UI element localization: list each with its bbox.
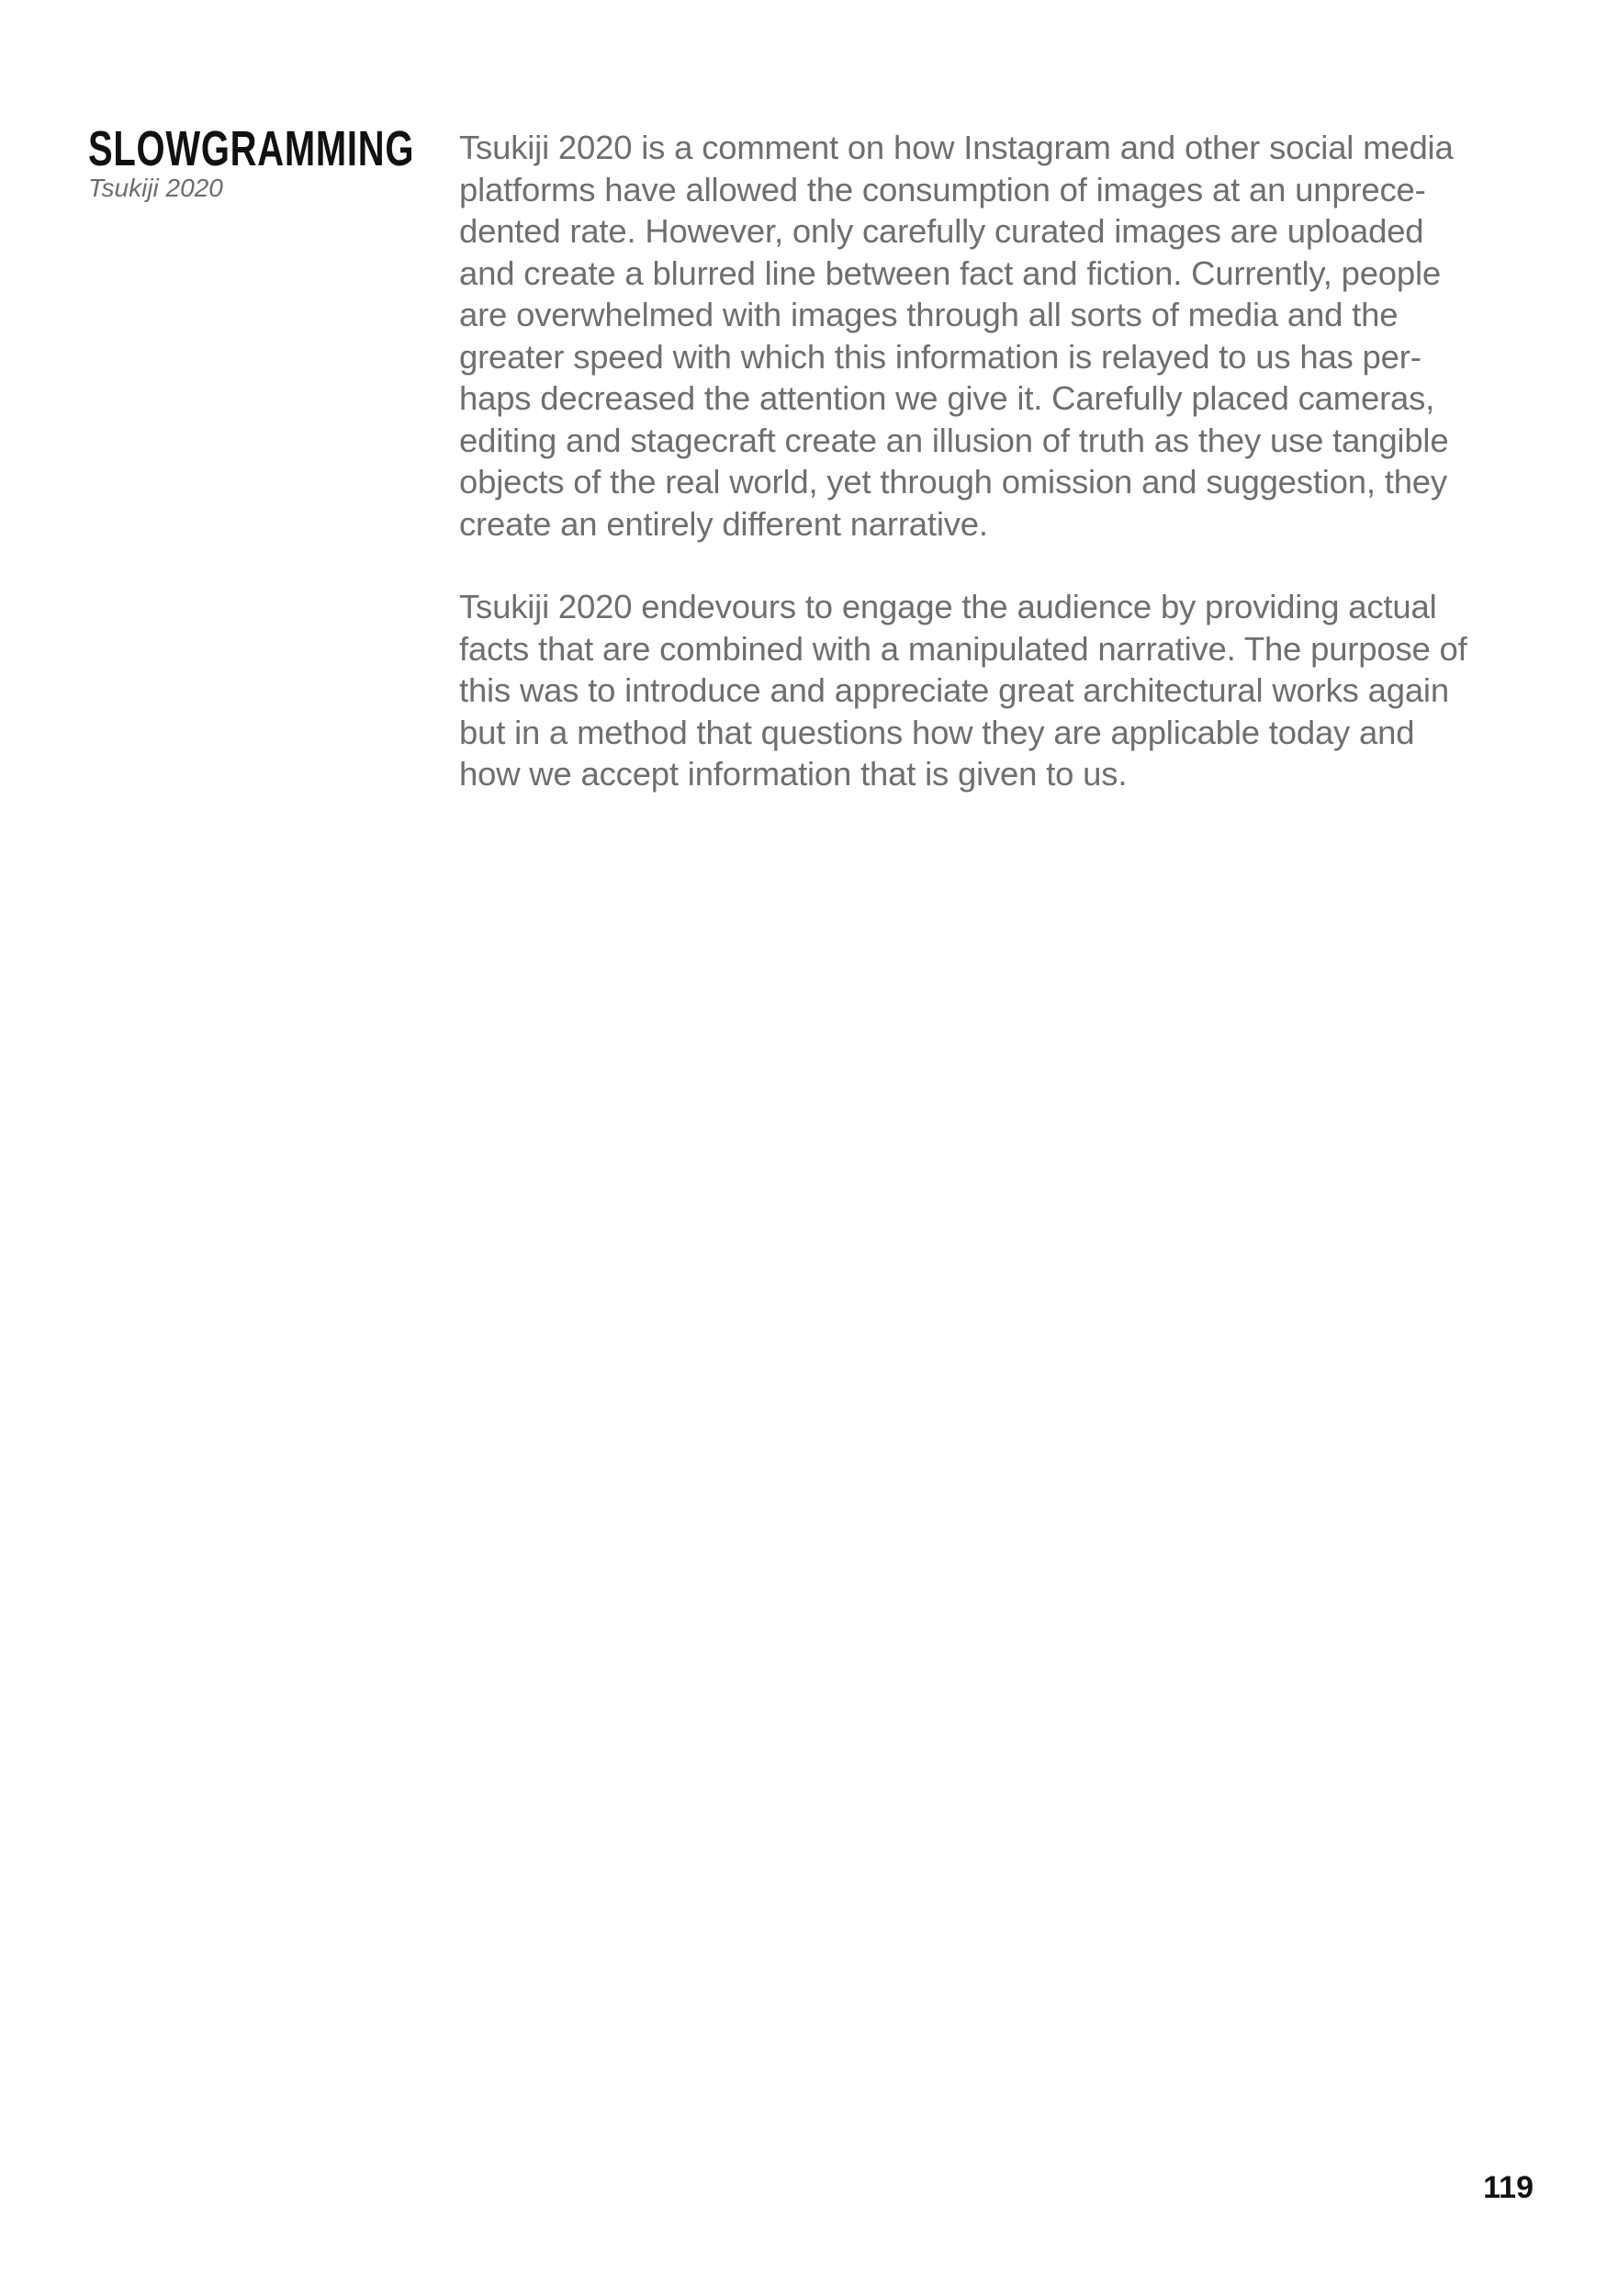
page-heading: SLOWGRAMMING — [88, 121, 415, 176]
body-text — [459, 127, 1552, 837]
page-number: 119 — [1483, 2170, 1534, 2205]
body-paragraph: Tsukiji 2020 is a comment on how Instagram and other social media platforms have allowed the consumption of images at an unprece- dented rate. However, only carefully curated images are uploaded and create a blurred line between fact and fiction. Currently, people are overwhelmed with images through all sorts of media and the greater speed with which this information is relayed to us has per- haps decreased the attention we give it. Carefully placed cameras, editing and stagecraft create an illusion of truth as they use tangible objects of the real world, yet through omission and suggestion, they create an entirely different narrative. — [459, 129, 1454, 543]
title-block — [88, 121, 437, 204]
page-subheading: Tsukiji 2020 — [88, 174, 223, 202]
body-paragraph: Tsukiji 2020 endevours to engage the audience by providing actual facts that are combined with a manipulated narrative. The purpose of this was to introduce and appreciate great architectural works again but in a method that questions how they are applicable today and how we accept information that is given to us. — [459, 588, 1467, 793]
